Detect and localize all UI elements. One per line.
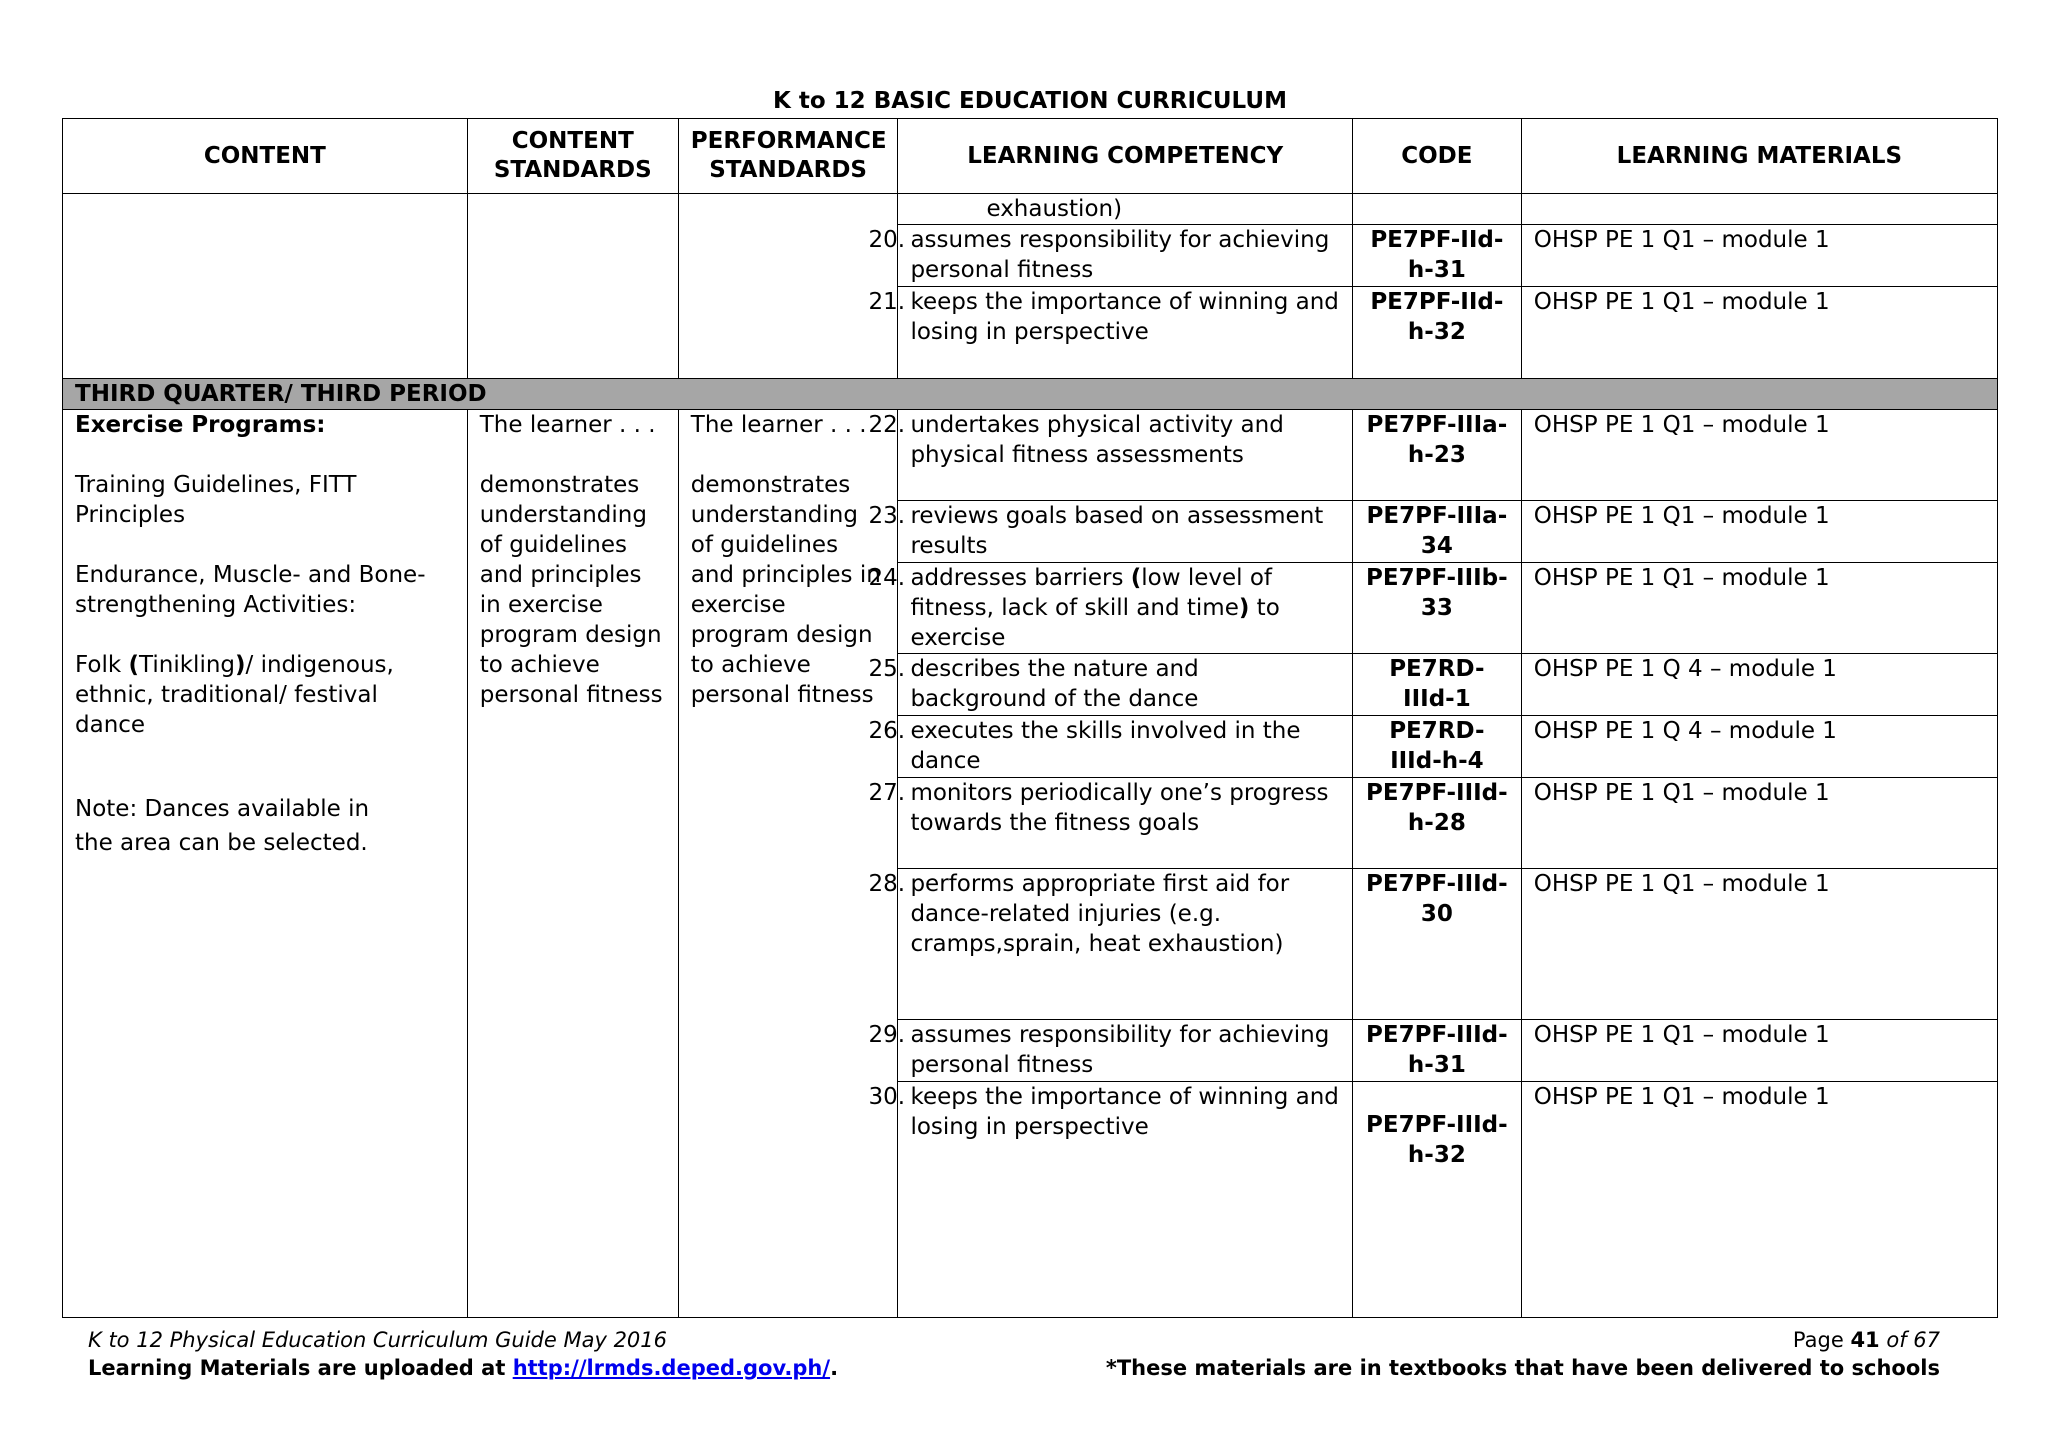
page-title: K to 12 BASIC EDUCATION CURRICULUM (773, 88, 1287, 114)
lrmds-link[interactable]: http://lrmds.deped.gov.ph/ (512, 1356, 831, 1380)
code-cell (1352, 194, 1521, 225)
column-header-learning-competency: LEARNING COMPETENCY (898, 119, 1353, 194)
competency-cell (868, 563, 1353, 654)
footer-line-1 (88, 1328, 1940, 1352)
competency-text: undertakes physical activity and physical fitness assessments (910, 412, 1284, 468)
code-cell: PE7PF-IId-h-32 (1352, 287, 1521, 379)
content-item-training-guidelines: Training Guidelines, FITT Principles (75, 472, 357, 528)
materials-cell: OHSP PE 1 Q1 – module 1 (1521, 287, 1997, 379)
materials-cell: OHSP PE 1 Q1 – module 1 (1521, 869, 1997, 1020)
content-standards-cell (467, 410, 678, 1318)
code-cell: PE7PF-IIIb-33 (1352, 563, 1521, 654)
competency-text: addresses barriers (low level of fitness, lack of skill and time) to exercise (910, 565, 1280, 651)
competency-number: 24. (868, 565, 906, 591)
competency-text: keeps the importance of winning and losing in perspective (910, 1084, 1339, 1140)
materials-cell: OHSP PE 1 Q1 – module 1 (1521, 225, 1997, 287)
performance-standards-body: demonstrates understanding of guidelines and principles in exercise program design to achieve personal fitness (690, 472, 881, 708)
content-standards-intro: The learner . . . (479, 412, 656, 438)
performance-standards-intro: The learner . . . (690, 412, 867, 438)
table-row (63, 194, 1998, 225)
content-cell (63, 410, 468, 1318)
competency-number: 28. (868, 871, 906, 897)
content-item-activities: Endurance, Muscle- and Bone-strengthening Activities: (75, 562, 426, 618)
footer-textbook-note: *These materials are in textbooks that have been delivered to schools (1105, 1356, 1940, 1380)
content-note-line-2: the area can be selected. (75, 830, 368, 856)
competency-text: describes the nature and background of the dance (910, 656, 1199, 712)
competency-text: performs appropriate first aid for dance-related injuries (e.g. cramps,sprain, heat exhaustion) (910, 871, 1290, 957)
code-cell: PE7PF-IIId-h-28 (1352, 778, 1521, 869)
competency-cell (868, 410, 1353, 501)
content-heading: Exercise Programs: (75, 412, 326, 438)
code-cell: PE7PF-IIId-h-32 (1352, 1082, 1521, 1318)
column-header-content-standards: CONTENT STANDARDS (467, 119, 678, 194)
competency-cell (868, 287, 1353, 379)
competency-number: 25. (868, 656, 906, 682)
competency-cell (868, 778, 1353, 869)
competency-number: 29. (868, 1022, 906, 1048)
competency-text: assumes responsibility for achieving personal fitness (910, 1022, 1330, 1078)
code-cell: PE7PF-IId-h-31 (1352, 225, 1521, 287)
table-row (63, 410, 1998, 501)
content-standards-body: demonstrates understanding of guidelines and principles in exercise program design to achieve personal fitness (479, 472, 663, 708)
competency-cell (868, 501, 1353, 563)
code-cell: PE7PF-IIId-30 (1352, 869, 1521, 1020)
column-header-learning-materials: LEARNING MATERIALS (1521, 119, 1997, 194)
content-cell-empty (63, 194, 468, 379)
materials-cell: OHSP PE 1 Q1 – module 1 (1521, 563, 1997, 654)
competency-number: 30. (868, 1084, 906, 1110)
materials-cell: OHSP PE 1 Q1 – module 1 (1521, 501, 1997, 563)
content-note-line-1: Note: Dances available in (75, 796, 370, 822)
competency-text: reviews goals based on assessment results (910, 503, 1324, 559)
competency-text: assumes responsibility for achieving personal fitness (910, 227, 1330, 283)
competency-number: 20. (868, 227, 906, 253)
quarter-label: THIRD QUARTER/ THIRD PERIOD (63, 379, 1998, 410)
materials-cell: OHSP PE 1 Q 4 – module 1 (1521, 716, 1997, 778)
competency-text: monitors periodically one’s progress towards the fitness goals (910, 780, 1329, 836)
page-number: 41 (1850, 1328, 1880, 1352)
competency-text: executes the skills involved in the dance (910, 718, 1301, 774)
column-header-performance-standards: PERFORMANCE STANDARDS (678, 119, 898, 194)
materials-cell: OHSP PE 1 Q1 – module 1 (1521, 1020, 1997, 1082)
competency-cell (868, 869, 1353, 1020)
page-number-label: Page 41 of 67 (1792, 1328, 1940, 1352)
code-cell: PE7RD-IIId-h-4 (1352, 716, 1521, 778)
footer-line-2 (88, 1356, 1940, 1380)
competency-cell (868, 1082, 1353, 1318)
competency-text: keeps the importance of winning and losing in perspective (910, 289, 1339, 345)
competency-number: 27. (868, 780, 906, 806)
performance-standards-cell (678, 410, 898, 1318)
column-header-code: CODE (1352, 119, 1521, 194)
code-cell: PE7PF-IIIa-34 (1352, 501, 1521, 563)
content-item-dance: Folk (Tinikling)/ indigenous, ethnic, traditional/ festival dance (75, 652, 394, 738)
footer-guide-title: K to 12 Physical Education Curriculum Guide May 2016 (88, 1328, 668, 1352)
competency-cell (868, 654, 1353, 716)
competency-number: 22. (868, 412, 906, 438)
quarter-row (63, 379, 1998, 410)
competency-cell (868, 1020, 1353, 1082)
materials-cell: OHSP PE 1 Q 4 – module 1 (1521, 654, 1997, 716)
competency-continuation: exhaustion) (898, 194, 1353, 225)
curriculum-table (62, 118, 1998, 1318)
competency-cell (868, 716, 1353, 778)
competency-number: 21. (868, 289, 906, 315)
table-header-row (63, 119, 1998, 194)
materials-cell: OHSP PE 1 Q1 – module 1 (1521, 410, 1997, 501)
performance-standards-cell-empty (678, 194, 898, 379)
content-standards-cell-empty (467, 194, 678, 379)
competency-number: 23. (868, 503, 906, 529)
competency-cell (868, 225, 1353, 287)
footer-upload-note: Learning Materials are uploaded at http://lrmds.deped.gov.ph/. (88, 1356, 839, 1380)
materials-cell (1521, 194, 1997, 225)
code-cell: PE7RD-IIId-1 (1352, 654, 1521, 716)
materials-cell: OHSP PE 1 Q1 – module 1 (1521, 778, 1997, 869)
column-header-content: CONTENT (63, 119, 468, 194)
materials-cell: OHSP PE 1 Q1 – module 1 (1521, 1082, 1997, 1318)
code-cell: PE7PF-IIId-h-31 (1352, 1020, 1521, 1082)
competency-number: 26. (868, 718, 906, 744)
code-cell: PE7PF-IIIa-h-23 (1352, 410, 1521, 501)
